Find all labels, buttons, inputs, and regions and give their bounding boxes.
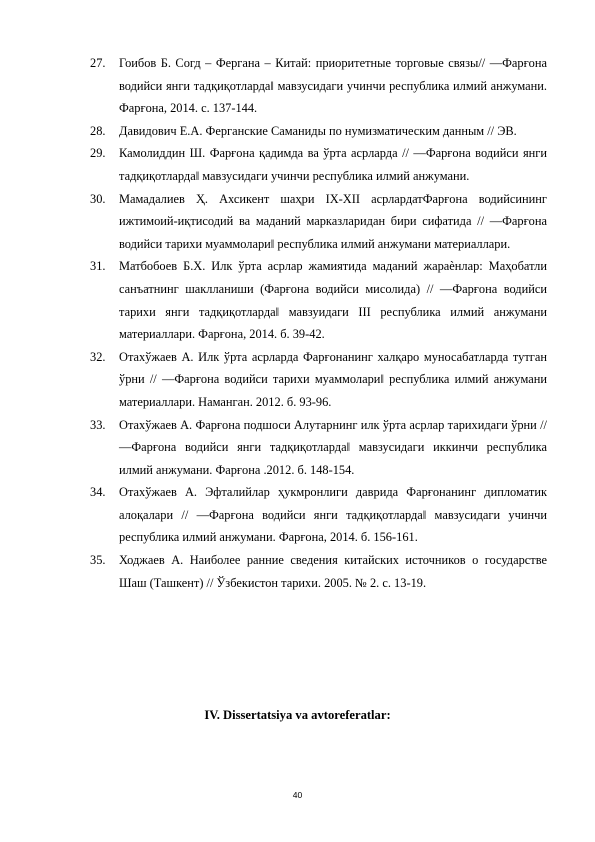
entry-text: Отахўжаев А. Фарғона подшоси Алутарнинг илк ўрта асрлар тарихидаги ўрни // ―Фарғона водийси янги тадқиқотларда‖ мавзусидаги иккинчи республика илмий анжумани. Фарғона .2012. б. 148-154. — [119, 417, 547, 477]
entry-number: 28. — [90, 123, 106, 138]
bibliography-entry — [90, 188, 547, 256]
entry-text: Ходжаев А. Наиболее ранние сведения китайских источников о государстве Шаш (Ташкент) // Ўзбекистон тарихи. 2005. № 2. с. 13-19. — [119, 553, 547, 590]
entry-number: 30. — [90, 191, 106, 206]
entry-text: Давидович Е.А. Ферганские Саманиды по нумизматическим данным // ЭВ. — [119, 123, 517, 138]
bibliography-entry — [90, 346, 547, 414]
entry-number: 27. — [90, 56, 106, 70]
bibliography-entry — [90, 52, 547, 120]
bibliography-entry — [90, 142, 547, 187]
bibliography-entry — [90, 414, 547, 482]
bibliography-entry — [90, 481, 547, 549]
entry-number: 31. — [90, 259, 106, 274]
entry-text: Матбобоев Б.Х. Илк ўрта асрлар жамиятида маданий жараѐнлар: Маҳобатли санъатнинг шаклланиши (Фарғона водийси мисолида) // ―Фарғона водийси тарихи янги тадқиқотларда‖ мавзуидаги III республика илмий анжумани материаллари. Фарғона, 2014. б. 39-42. — [119, 259, 547, 342]
entry-number: 34. — [90, 485, 106, 500]
bibliography-entry — [90, 120, 547, 143]
bibliography-list — [90, 52, 547, 594]
entry-text: Отахўжаев А. Эфталийлар ҳукмронлиги даврида Фарғонанинг дипломатик алоқалари // ―Фарғона водийси янги тадқиқотларда‖ мавзусидаги учинчи республика илмий анжумани. Фарғона, 2014. б. 156-161. — [119, 485, 547, 545]
page-number: 40 — [292, 790, 303, 800]
entry-text: Гоибов Б. Согд – Фергана – Китай: приоритетные торговые связы// ―Фарғона водийси янги тадқиқотларда‖ мавзусидаги учинчи республика илмий анжумани. Фарғона, 2014. с. 137-144. — [119, 56, 547, 116]
bibliography-entry — [90, 549, 547, 594]
entry-number: 29. — [90, 146, 106, 161]
entry-text: Камолиддин Ш. Фарғона қадимда ва ўрта асрларда // ―Фарғона водийси янги тадқиқотларда‖ мавзусидаги учинчи республика илмий анжумани. — [119, 146, 547, 183]
entry-text: Отахўжаев А. Илк ўрта асрларда Фарғонанинг халқаро муносабатларда тутган ўрни // ―Фарғона водийси тарихи муаммолари‖ республика илмий анжумани материаллари. Наманган. 2012. б. 93-96. — [119, 349, 547, 409]
bibliography-entry — [90, 255, 547, 345]
entry-text: Мамадалиев Ҳ. Ахсикент шаҳри IX-XII асрлардатФарғона водийсининг ижтимоий-иқтисодий ва маданий марказларидан бири сифатида // ―Фарғона водийси тарихи муаммолари‖ республика илмий анжумани материаллари. — [119, 191, 547, 251]
entry-number: 33. — [90, 417, 106, 432]
section-heading: IV. Dissertatsiya va avtoreferatlar: — [204, 708, 391, 722]
entry-number: 35. — [90, 553, 106, 568]
entry-number: 32. — [90, 349, 106, 364]
